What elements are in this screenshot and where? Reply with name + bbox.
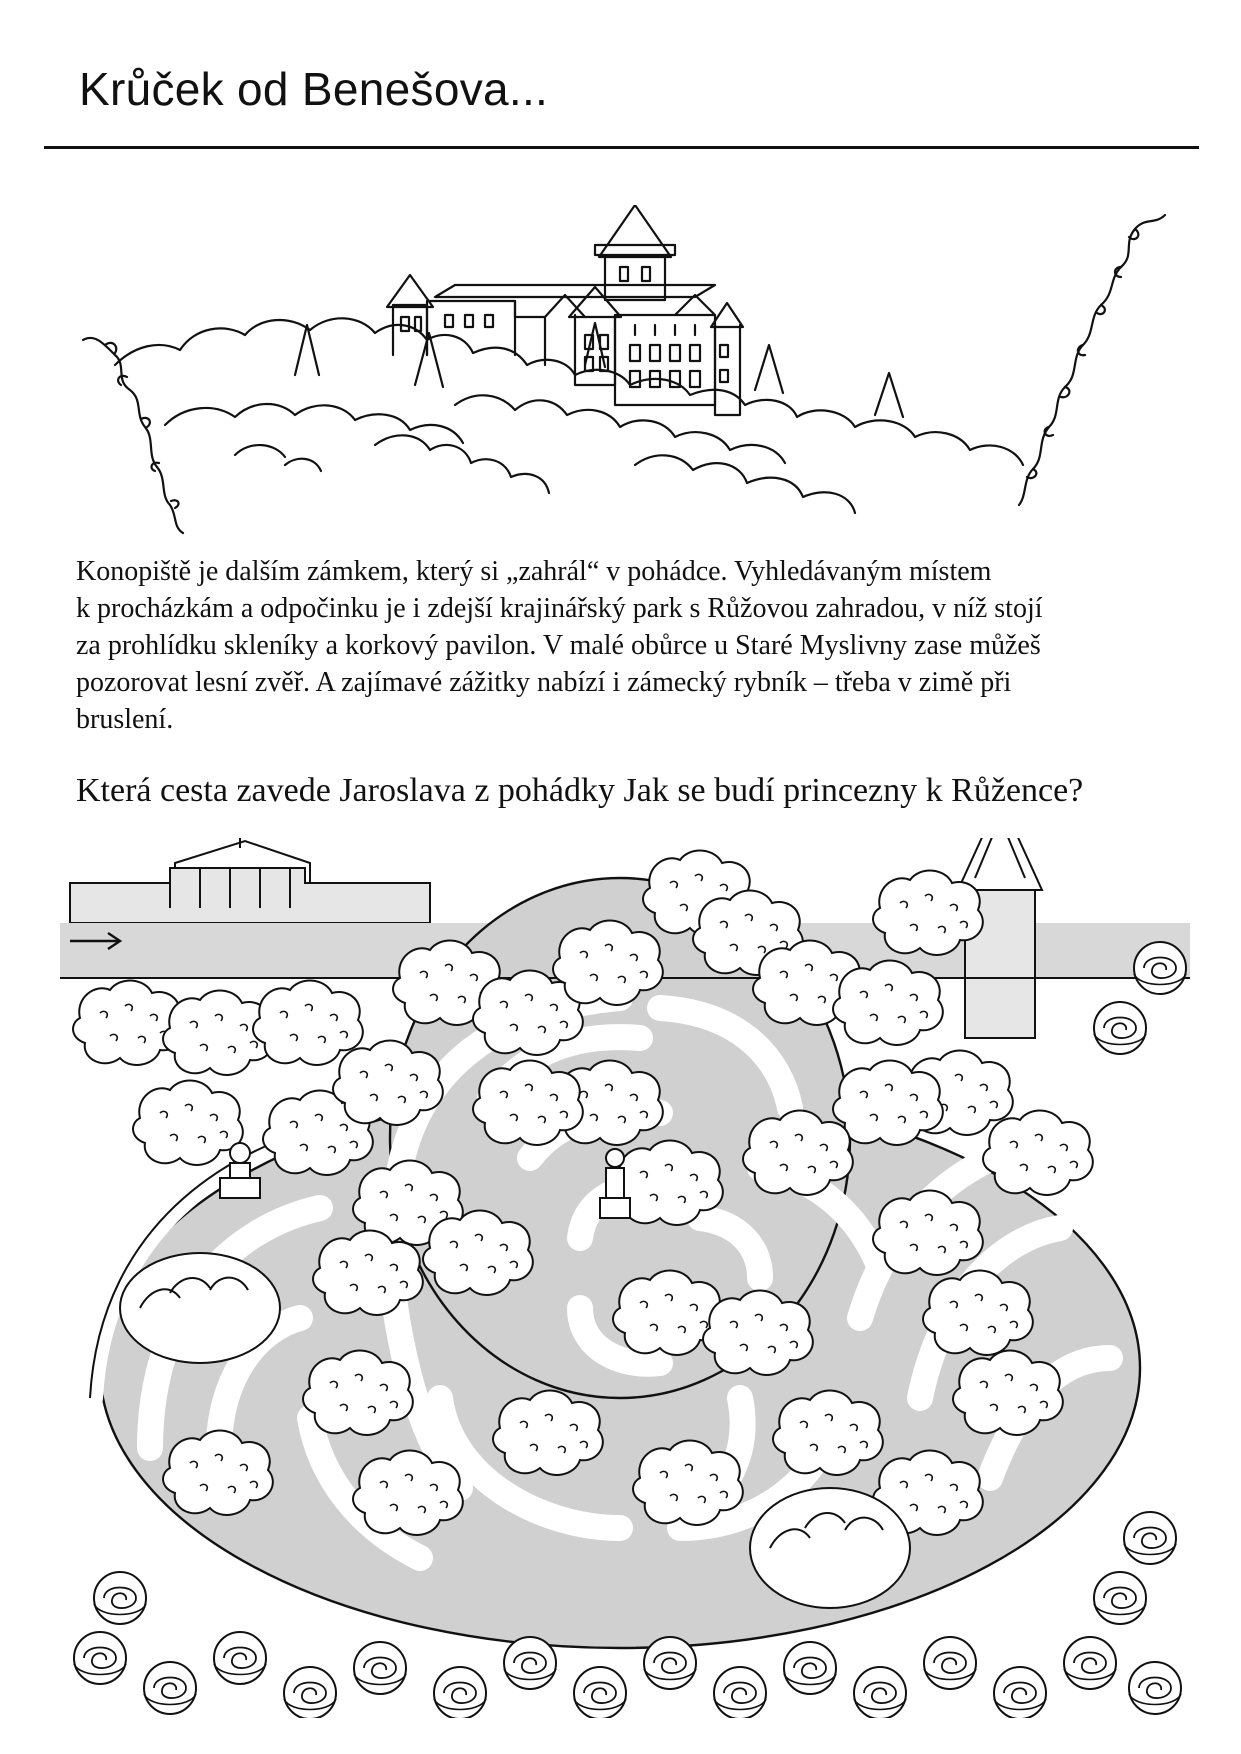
maze-question: Která cesta zavede Jaroslava z pohádky Jak se budí princezny k Růžence?: [76, 772, 1084, 809]
intro-paragraph: [76, 553, 1176, 738]
paragraph-line: bruslení.: [76, 704, 174, 735]
paragraph-line: k procházkám a odpočinku je i zdejší krajinářský park s Růžovou zahradou, v níž stojí: [76, 593, 1043, 624]
castle-illustration: [75, 205, 1175, 535]
paragraph-line: pozorovat lesní zvěř. A zajímavé zážitky nabízí i zámecký rybník – třeba v zimě při: [76, 667, 1012, 698]
page-title: Krůček od Benešova...: [79, 63, 549, 115]
paragraph-line: Konopiště je dalším zámkem, který si „zahrál“ v pohádce. Vyhledávaným místem: [76, 556, 992, 587]
rose-garden-maze: [60, 838, 1190, 1718]
title-divider: [44, 146, 1199, 149]
paragraph-line: za prohlídku skleníky a korkový pavilon. V malé obůrce u Staré Myslivny zase můžeš: [76, 630, 1041, 661]
